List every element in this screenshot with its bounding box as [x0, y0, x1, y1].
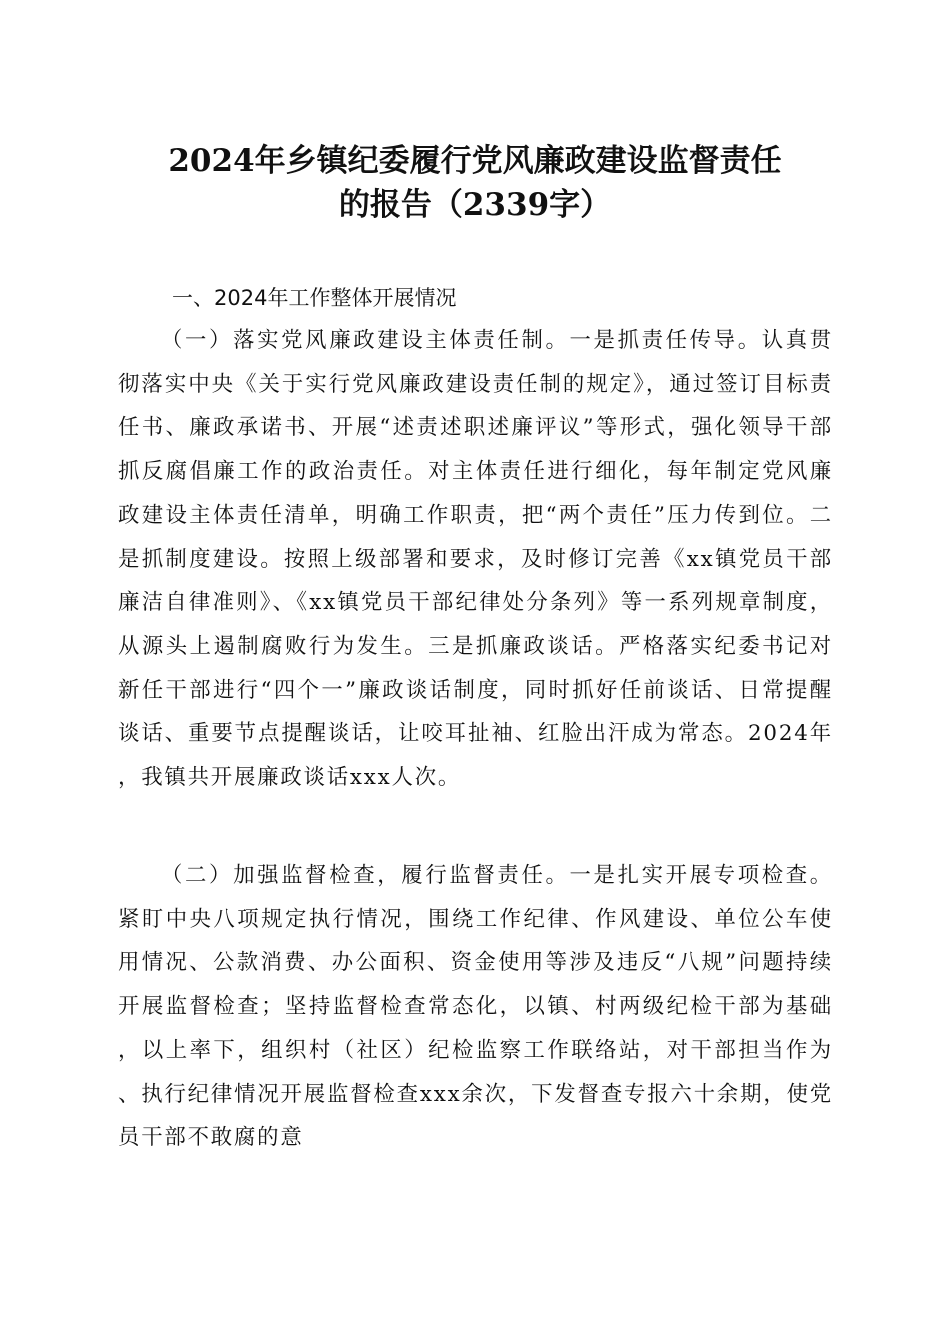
document-title-line-1: 2024年乡镇纪委履行党风廉政建设监督责任	[168, 143, 782, 179]
document-title-line-2: 的报告（2339字）	[338, 187, 612, 223]
paragraph-2: （二）加强监督检查，履行监督责任。一是扎实开展专项检查。紧盯中央八项规定执行情况，围绕工作纪律、作风建设、单位公车使用情况、公款消费、办公面积、资金使用等涉及违反“八规”问题持续开展监督检查；坚持监督检查常态化，以镇、村两级纪检干部为基础，以上率下，组织村（社区）纪检监察工作联络站，对干部担当作为、执行纪律情况开展监督检查xxx余次，下发督查专报六十余期，使党员干部不敢腐的意	[118, 863, 833, 1151]
section-heading: 一、2024年工作整体开展情况	[172, 286, 457, 310]
paragraph-1: （一）落实党风廉政建设主体责任制。一是抓责任传导。认真贯彻落实中央《关于实行党风廉政建设责任制的规定》，通过签订目标责任书、廉政承诺书、开展“述责述职述廉评议”等形式，强化领导干部抓反腐倡廉工作的政治责任。对主体责任进行细化，每年制定党风廉政建设主体责任清单，明确工作职责，把“两个责任”压力传到位。二是抓制度建设。按照上级部署和要求，及时修订完善《xx镇党员干部廉洁自律准则》、《xx镇党员干部纪律处分条列》等一系列规章制度，从源头上遏制腐败行为发生。三是抓廉政谈话。严格落实纪委书记对新任干部进行“四个一”廉政谈话制度，同时抓好任前谈话、日常提醒谈话、重要节点提醒谈话，让咬耳扯袖、红脸出汗成为常态。2024年，我镇共开展廉政谈话xxx人次。	[118, 328, 833, 791]
